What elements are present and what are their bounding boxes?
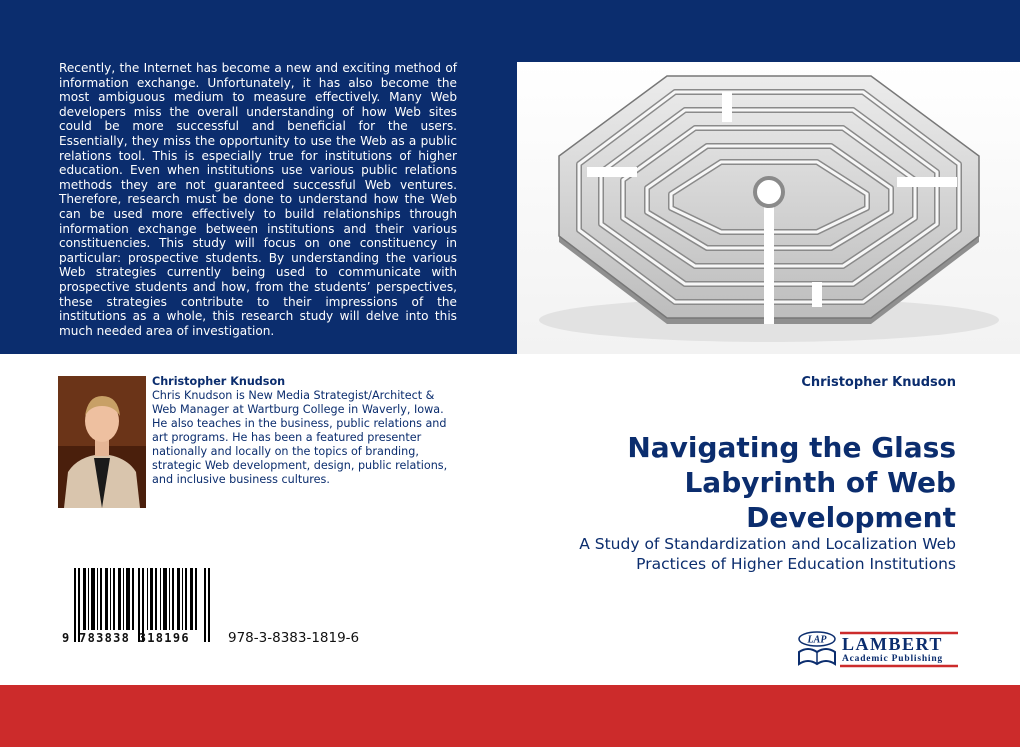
front-author-name: Christopher Knudson (801, 375, 956, 390)
isbn: 978-3-8383-1819-6 (228, 630, 360, 646)
author-photo (58, 376, 146, 508)
publisher-logo (796, 630, 960, 668)
octagonal-maze-icon (517, 62, 1020, 354)
publisher-name: LAMBERT (842, 634, 943, 654)
book-title: Navigating the Glass Labyrinth of Web Development (627, 431, 956, 534)
author-bio (152, 375, 452, 487)
barcode-digits: 9 783838 318196 (62, 631, 190, 645)
cover-image (517, 62, 1020, 354)
book-subtitle: A Study of Standardization and Localization Web Practices of Higher Education Institutions (579, 535, 956, 573)
back-cover-blurb: Recently, the Internet has become a new and exciting method of information exchange. Unfortunately, it has also become the most ambiguous medium to measure effectively. Many Web developers miss the overall understanding of how Web sites could be more successful and beneficial for the users. Essentially, they miss the opportunity to use the Web as a public relations tool. This is especially true for institutions of higher education. Even when institutions use various public relations methods they are not guaranteed successful Web ventures. Therefore, research must be done to understand how the Web can be used more effectively to build relationships through information exchange between institutions and their various constituencies. This study will focus on one constituency in particular: prospective students. By understanding the various Web strategies currently being used to communicate with prospective students and how, from the students’ perspectives, these strategies contribute to their impressions of the institutions as a whole, this research study will delve into this much needed area of investigation. (59, 61, 457, 338)
bio-author-name: Christopher Knudson (152, 375, 286, 388)
bio-text: Chris Knudson is New Media Strategist/Architect & Web Manager at Wartburg College in Waverly, Iowa. He also teaches in the business, public relations and art programs. He has been a featured presenter nationally and locally on the topics of branding, strategic Web development, design, public relations, and inclusive business cultures. (152, 389, 448, 486)
bottom-color-band (0, 685, 1020, 747)
publisher-tagline: Academic Publishing (842, 654, 943, 664)
publisher-badge: LAP (807, 634, 827, 646)
